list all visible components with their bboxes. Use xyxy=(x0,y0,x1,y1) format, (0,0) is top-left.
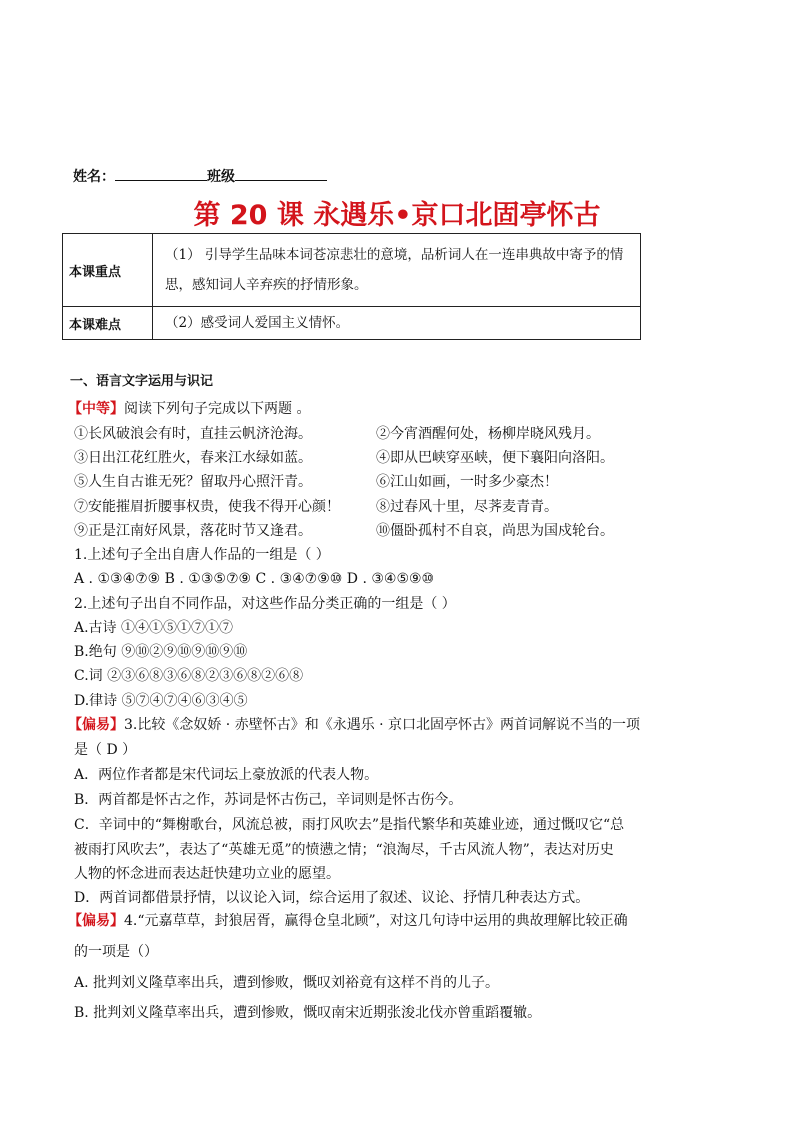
difficulty-tag: 【偏易】 xyxy=(68,717,124,733)
q3-option-c-line3: 人物的怀念进而表达赶快建功立业的愿望。 xyxy=(74,866,340,882)
difficulty-label: 本课难点 xyxy=(63,307,153,340)
sentence-5: ⑤人生自古谁无死？留取丹心照汗青。 xyxy=(74,474,312,490)
q2-option-d: D.律诗 ⑤⑦④⑦④⑥③④⑤ xyxy=(74,693,248,709)
class-label: 班级 xyxy=(207,169,235,185)
q2-option-c: C.词 ②③⑥⑧③⑥⑧②③⑥⑧②⑥⑧ xyxy=(74,668,304,684)
q4-stem xyxy=(68,911,628,931)
sentence-10: ⑩僵卧孤村不自哀，尚思为国戍轮台。 xyxy=(376,523,614,539)
sentence-8: ⑧过春风十里，尽荠麦青青。 xyxy=(376,499,558,515)
q3-stem xyxy=(68,715,640,735)
sentence-6: ⑥江山如画，一时多少豪杰！ xyxy=(376,474,558,490)
intro-text: 阅读下列句子完成以下两题 。 xyxy=(124,401,311,417)
q3-stem-text: 3.比较《念奴娇 · 赤壁怀古》和《永遇乐 · 京口北固亭怀古》两首词解说不当的一项 xyxy=(124,717,641,733)
q2-option-b: B.绝句 ⑨⑩②⑨⑩⑨⑩⑨⑩ xyxy=(74,644,248,660)
q3-stem-cont: 是（ D ） xyxy=(74,742,137,758)
difficulty-content: （2）感受词人爱国主义情怀。 xyxy=(153,307,641,340)
question-intro xyxy=(68,399,310,419)
q3-option-b: B．两首都是怀古之作，苏词是怀古伤己，辛词则是怀古伤今。 xyxy=(74,792,463,808)
table-row xyxy=(63,307,641,340)
focus-label: 本课重点 xyxy=(63,234,153,307)
lesson-title: 第 20 课 永遇乐•京口北固亭怀古 xyxy=(193,200,601,231)
difficulty-tag: 【中等】 xyxy=(68,401,124,417)
q3-option-d: D．两首词都借景抒情，以议论入词，综合运用了叙述、议论、抒情几种表达方式。 xyxy=(74,890,590,906)
sentence-9: ⑨正是江南好风景，落花时节又逢君。 xyxy=(74,523,312,539)
class-blank[interactable] xyxy=(235,168,327,181)
q1-stem: 1.上述句子全出自唐人作品的一组是（ ） xyxy=(74,547,330,563)
q4-option-a: A. 批判刘义隆草率出兵，遭到惨败，慨叹刘裕竟有这样不肖的儿子。 xyxy=(74,975,500,991)
q3-option-a: A．两位作者都是宋代词坛上豪放派的代表人物。 xyxy=(74,767,379,783)
section-heading: 一、语言文字运用与识记 xyxy=(70,374,214,389)
sentence-7: ⑦安能摧眉折腰事权贵，使我不得开心颜！ xyxy=(74,499,340,515)
q3-option-c-line2: 被雨打风吹去”，表达了“英雄无觅”的愤懑之情；“浪淘尽，千古风流人物”，表达对历史 xyxy=(74,842,614,858)
q3-option-c-line1: C．辛词中的“舞榭歌台，风流总被，雨打风吹去”是指代繁华和英雄业迹，通过慨叹它“总 xyxy=(74,817,625,833)
q2-stem: 2.上述句子出自不同作品，对这些作品分类正确的一组是（ ） xyxy=(74,596,456,612)
student-info-line xyxy=(73,166,327,186)
q1-options: A . ①③④⑦⑨ B . ①③⑤⑦⑨ C . ③④⑦⑨⑩ D . ③④⑤⑨⑩ xyxy=(74,571,435,587)
sentence-3: ③日出江花红胜火，春来江水绿如蓝。 xyxy=(74,450,312,466)
name-label: 姓名： xyxy=(73,169,115,185)
q4-stem-cont: 的一项是（） xyxy=(74,944,158,960)
sentence-2: ②今宵酒醒何处，杨柳岸晓风残月。 xyxy=(376,426,600,442)
sentence-1: ①长风破浪会有时，直挂云帆济沧海。 xyxy=(74,426,312,442)
name-blank[interactable] xyxy=(115,168,207,181)
q4-stem-text: 4.“元嘉草草，封狼居胥，赢得仓皇北顾”，对这几句诗中运用的典故理解比较正确 xyxy=(124,913,628,929)
table-row xyxy=(63,234,641,307)
difficulty-tag: 【偏易】 xyxy=(68,913,124,929)
q2-option-a: A.古诗 ①④①⑤①⑦①⑦ xyxy=(74,620,234,636)
lesson-focus-table xyxy=(62,233,641,340)
q4-option-b: B. 批判刘义隆草率出兵，遭到惨败，慨叹南宋近期张浚北伐亦曾重蹈覆辙。 xyxy=(74,1005,542,1021)
sentence-4: ④即从巴峡穿巫峡，便下襄阳向洛阳。 xyxy=(376,450,614,466)
focus-content: （1） 引导学生品味本词苍凉悲壮的意境，品析词人在一连串典故中寄予的情思，感知词人辛弃疾的抒情形象。 xyxy=(153,234,641,307)
